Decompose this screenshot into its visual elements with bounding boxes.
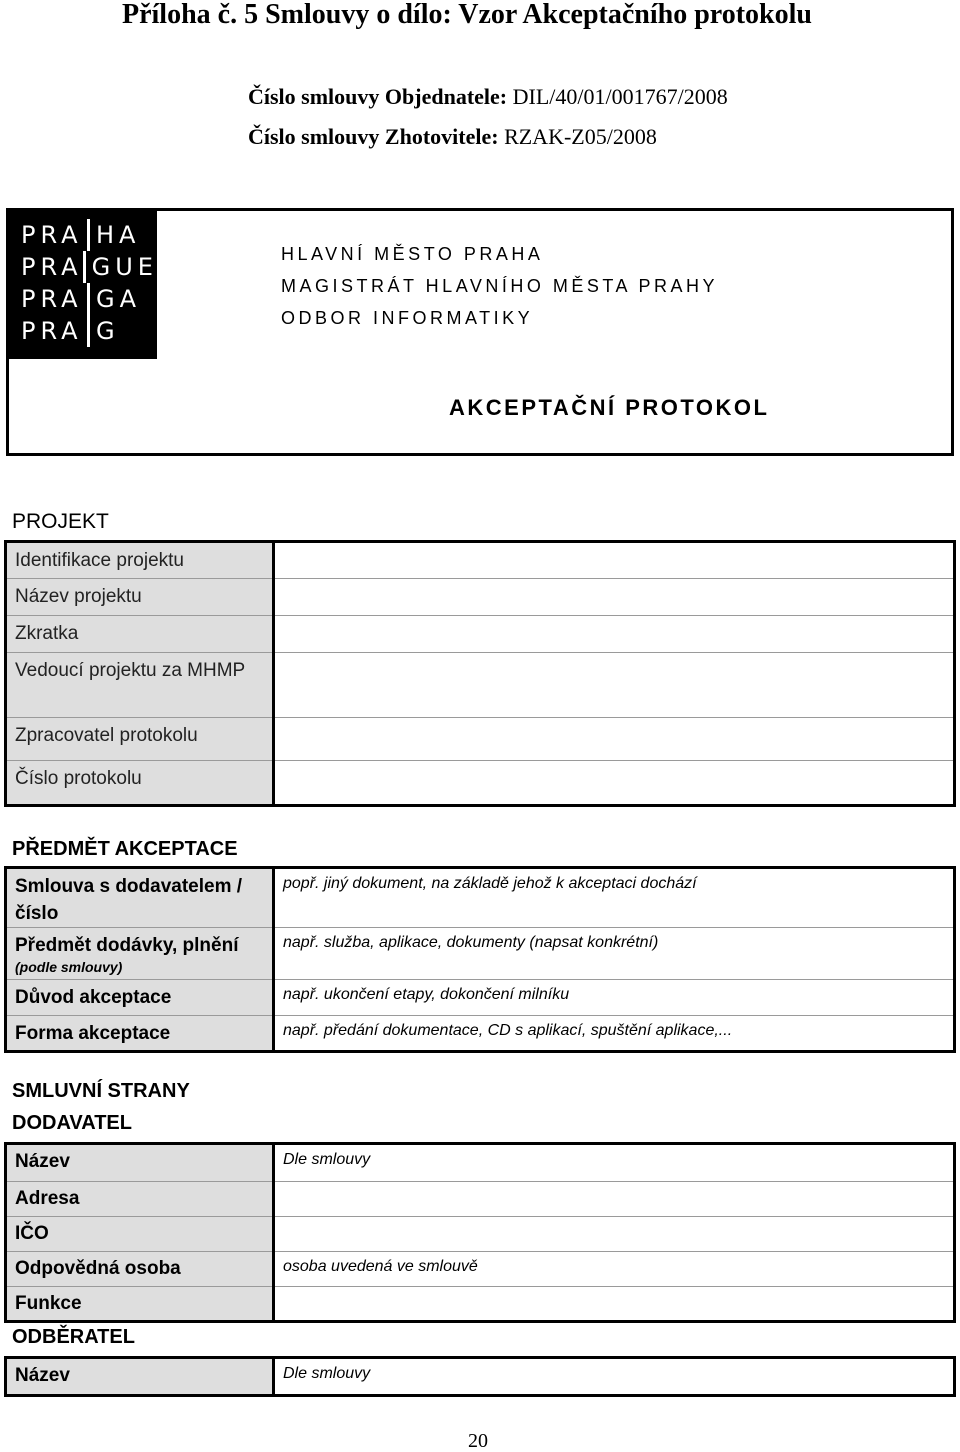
page-number: 20: [468, 1430, 488, 1452]
table-row: [6, 718, 955, 761]
subsection-heading-odberatel: ODBĚRATEL: [12, 1326, 135, 1348]
table-row: [6, 653, 955, 718]
row-label: Odpovědná osoba: [6, 1252, 274, 1287]
logo-text: G: [87, 315, 120, 347]
row-label: Název: [6, 1144, 274, 1182]
row-value[interactable]: popř. jiný dokument, na základě jehož k akceptaci dochází: [274, 868, 955, 928]
row-label: IČO: [6, 1217, 274, 1252]
contract-number-zhotovitel-value: RZAK-Z05/2008: [504, 124, 657, 149]
organization-line-1: HLAVNÍ MĚSTO PRAHA: [281, 244, 544, 264]
logo-text: GUE: [83, 251, 158, 283]
row-label: Identifikace projektu: [6, 542, 274, 579]
table-row: [6, 616, 955, 653]
table-row: [6, 1252, 955, 1287]
row-label: Název: [6, 1358, 274, 1396]
table-row: [6, 1016, 955, 1052]
project-table: [4, 540, 956, 807]
table-row: [6, 1358, 955, 1396]
row-label-text: Předmět dodávky, plnění: [15, 935, 239, 956]
row-label: [6, 1016, 274, 1052]
row-value[interactable]: [274, 616, 955, 653]
contract-number-zhotovitel-label: Číslo smlouvy Zhotovitele:: [248, 124, 499, 149]
table-row: [6, 1287, 955, 1322]
row-value[interactable]: [274, 718, 955, 761]
contract-number-objednatel-value: DIL/40/01/001767/2008: [512, 84, 728, 109]
row-label-text: Smlouva s dodavatelem /číslo: [15, 876, 243, 924]
row-label: [6, 928, 274, 980]
table-row: [6, 1217, 955, 1252]
row-label-note: (podle smlouvy): [15, 959, 123, 975]
row-value[interactable]: např. služba, aplikace, dokumenty (napsat konkrétní): [274, 928, 955, 980]
logo-text: PRA: [21, 221, 83, 249]
row-label: Adresa: [6, 1182, 274, 1217]
row-label: Zkratka: [6, 616, 274, 653]
row-label: Funkce: [6, 1287, 274, 1322]
row-label: Zpracovatel protokolu: [6, 718, 274, 761]
row-value[interactable]: [274, 761, 955, 806]
subsection-heading-dodavatel: DODAVATEL: [12, 1112, 132, 1134]
row-value[interactable]: např. předání dokumentace, CD s aplikací, spuštění aplikace,...: [274, 1016, 955, 1052]
row-value[interactable]: [274, 579, 955, 616]
section-heading-projekt: PROJEKT: [12, 510, 109, 533]
header-box: [6, 208, 954, 456]
customer-table: [4, 1356, 956, 1397]
table-row: [6, 1144, 955, 1182]
row-value[interactable]: osoba uvedená ve smlouvě: [274, 1252, 955, 1287]
table-row: [6, 761, 955, 806]
row-label-text: Forma akceptace: [15, 1023, 171, 1044]
supplier-table: [4, 1142, 956, 1323]
table-row: [6, 980, 955, 1016]
section-heading-predmet: PŘEDMĚT AKCEPTACE: [12, 838, 238, 860]
contract-number-objednatel-label: Číslo smlouvy Objednatele:: [248, 84, 508, 109]
row-value[interactable]: [274, 653, 955, 718]
logo-text: PRA: [21, 253, 83, 281]
contract-number-objednatel: [248, 84, 728, 110]
organization-line-3: ODBOR INFORMATIKY: [281, 308, 534, 328]
table-row: [6, 579, 955, 616]
logo-text: PRA: [21, 285, 83, 313]
row-label: [6, 980, 274, 1016]
document-title: Příloha č. 5 Smlouvy o dílo: Vzor Akceptačního protokolu: [122, 0, 812, 30]
subject-table: [4, 866, 956, 1053]
prague-logo: [9, 211, 157, 359]
row-value[interactable]: např. ukončení etapy, dokončení milníku: [274, 980, 955, 1016]
logo-text: PRA: [21, 317, 83, 345]
table-row: [6, 868, 955, 928]
row-value[interactable]: [274, 1182, 955, 1217]
table-row: [6, 928, 955, 980]
logo-text: GA: [87, 283, 141, 315]
contract-number-zhotovitel: [248, 124, 657, 150]
row-label: Vedoucí projektu za MHMP: [6, 653, 274, 718]
logo-text: HA: [87, 219, 140, 251]
section-heading-smluvni-strany: SMLUVNÍ STRANY: [12, 1080, 190, 1102]
table-row: [6, 542, 955, 579]
organization-line-2: MAGISTRÁT HLAVNÍHO MĚSTA PRAHY: [281, 276, 719, 296]
row-label-text: Důvod akceptace: [15, 987, 172, 1008]
row-label: Číslo protokolu: [6, 761, 274, 806]
row-label: Název projektu: [6, 579, 274, 616]
protocol-title: AKCEPTAČNÍ PROTOKOL: [449, 395, 770, 420]
row-value[interactable]: [274, 1217, 955, 1252]
row-label: [6, 868, 274, 928]
row-value[interactable]: [274, 1287, 955, 1322]
row-value[interactable]: Dle smlouvy: [274, 1144, 955, 1182]
row-value[interactable]: Dle smlouvy: [274, 1358, 955, 1396]
table-row: [6, 1182, 955, 1217]
row-value[interactable]: [274, 542, 955, 579]
